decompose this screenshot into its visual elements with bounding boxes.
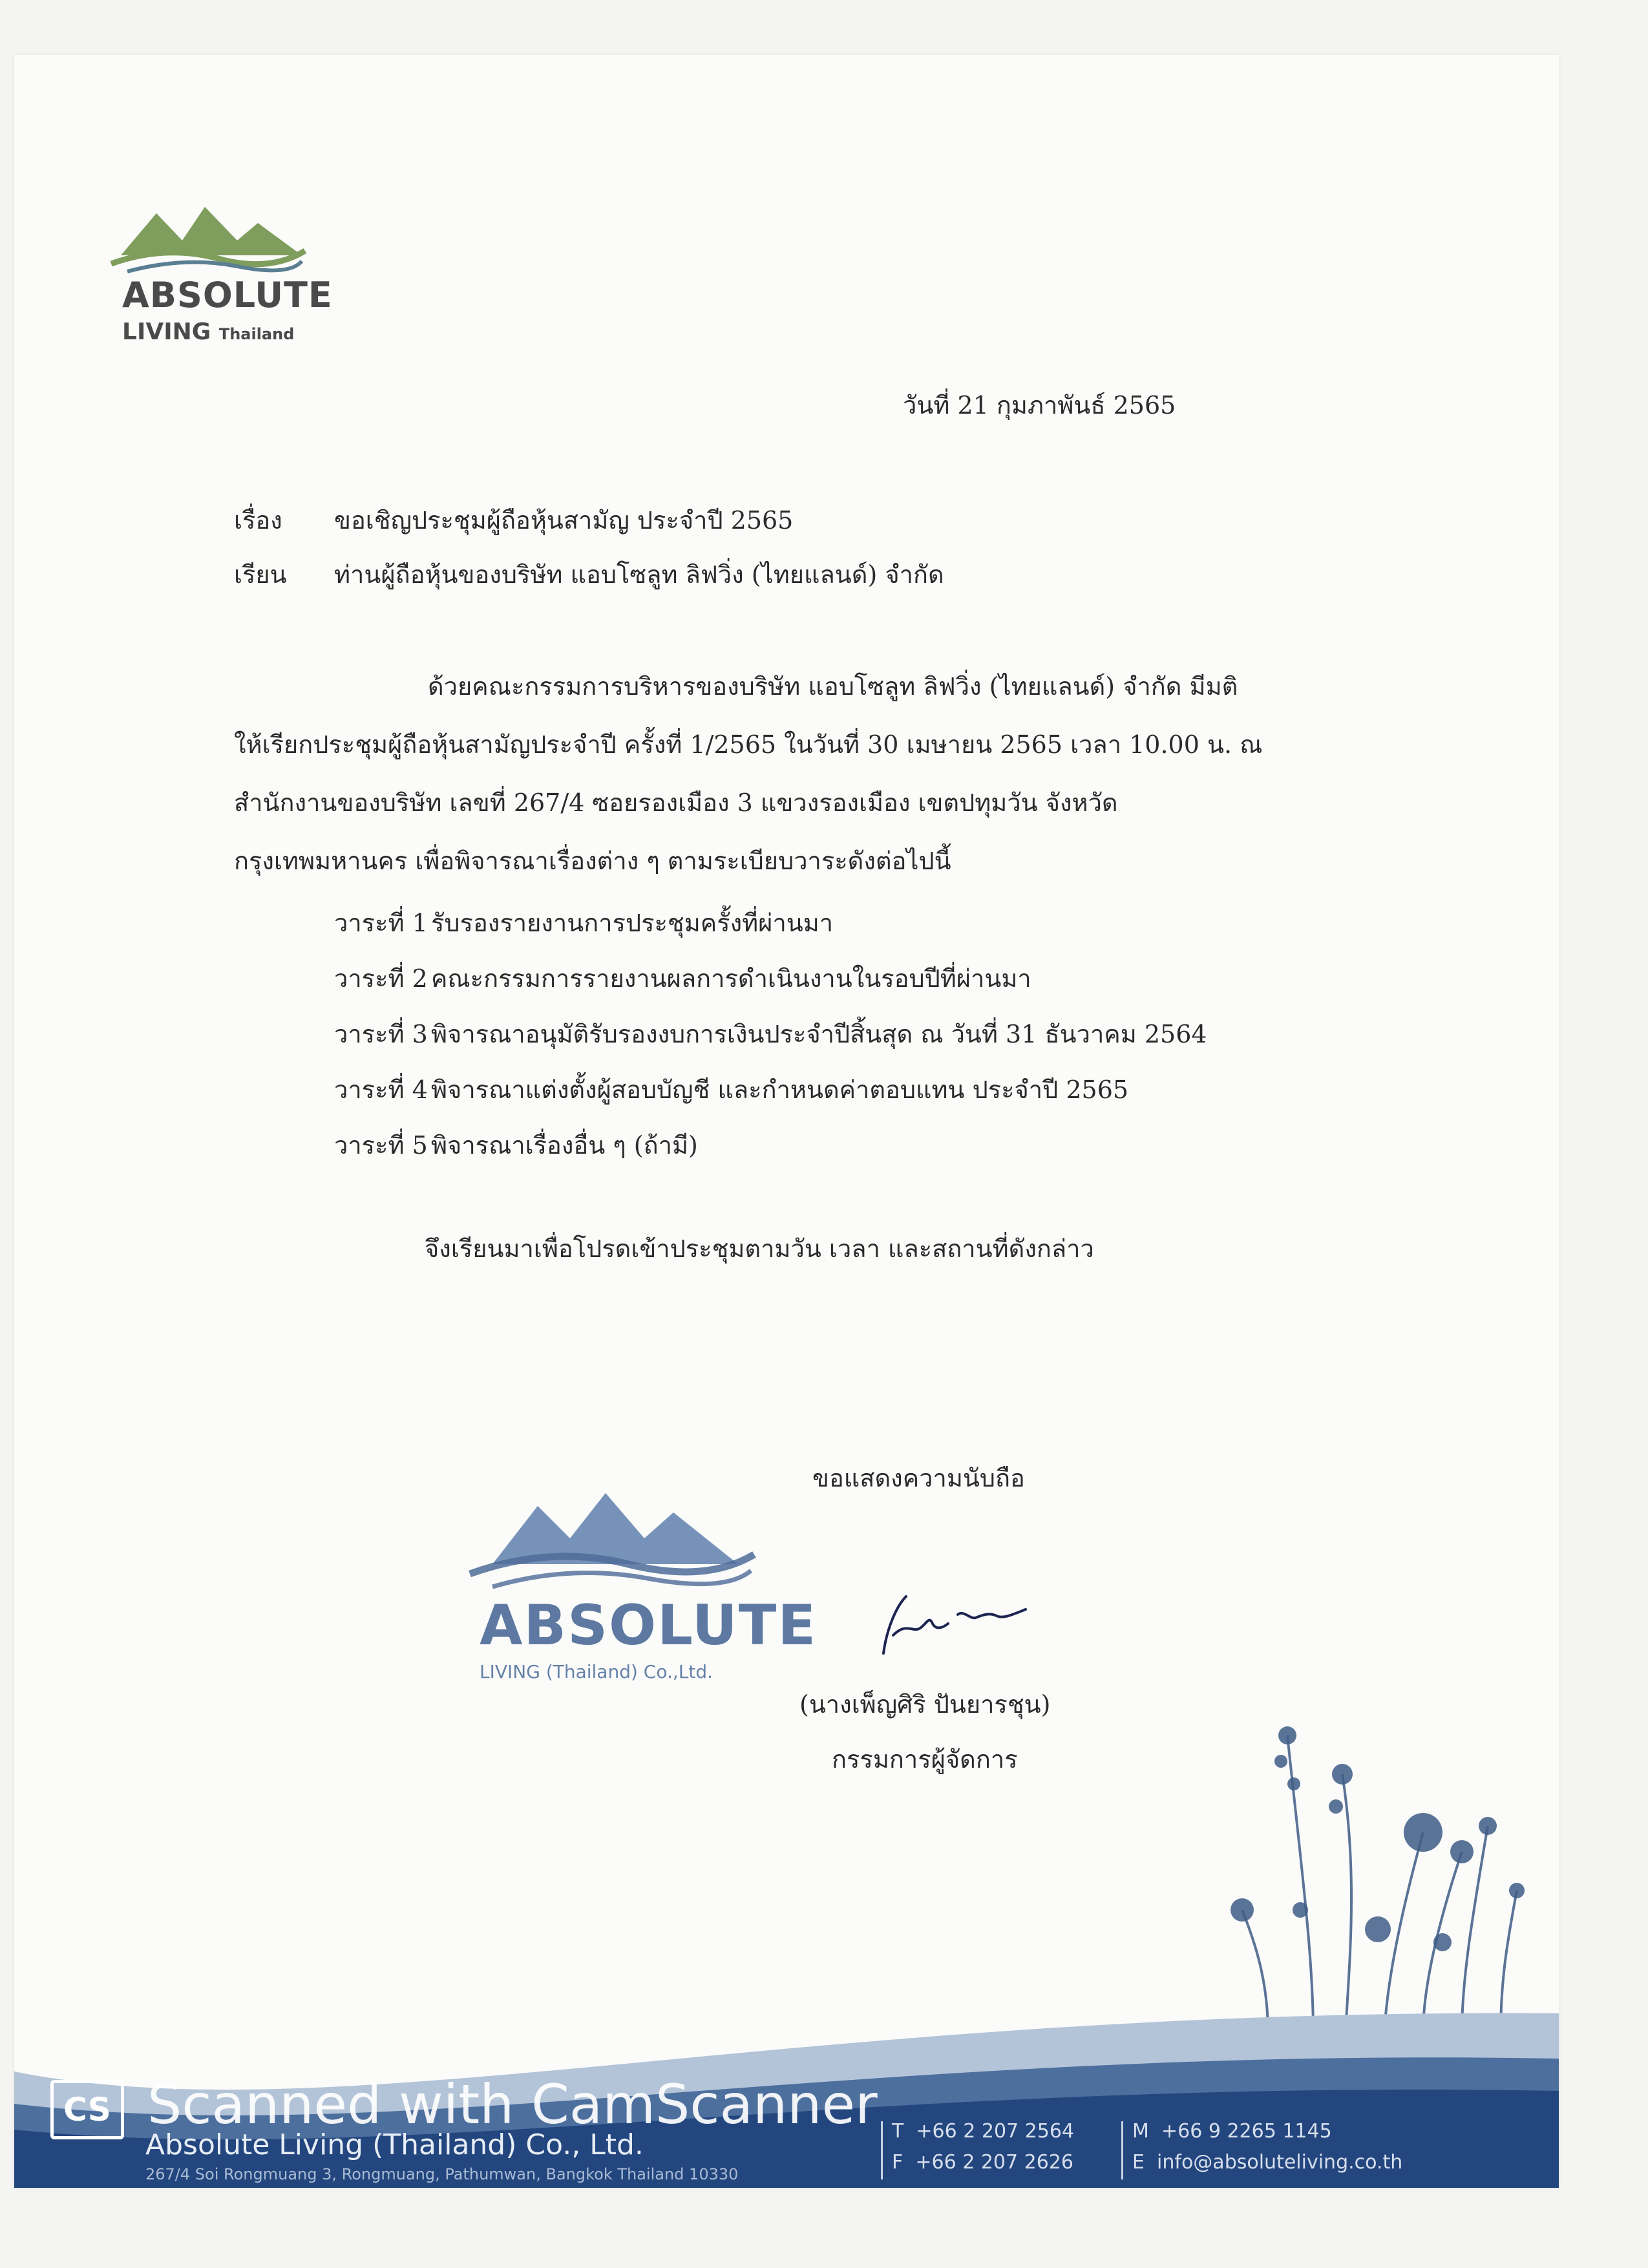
footer-fax: F +66 2 207 2626 <box>892 2151 1073 2174</box>
regards-text: ขอแสดงความนับถือ <box>812 1464 1025 1492</box>
mountain-logo-icon <box>108 194 308 278</box>
company-stamp <box>467 1467 818 1700</box>
subject-label: เรื่อง <box>234 506 282 535</box>
agenda-item: วาระที่ 4 พิจารณาแต่งตั้งผู้สอบบัญชี และกำหนดค่าตอบแทน ประจำปี 2565 <box>334 1076 1129 1104</box>
footer-email: E info@absoluteliving.co.th <box>1132 2151 1403 2174</box>
signer-title: กรรมการผู้จัดการ <box>832 1745 1018 1774</box>
footer-mobile: M +66 9 2265 1145 <box>1132 2120 1332 2143</box>
recipient-label: เรียน <box>234 560 287 589</box>
body-line-3: สำนักงานของบริษัท เลขที่ 267/4 ซอยรองเมือง 3 แขวงรองเมือง เขตปทุมวัน จังหวัด <box>234 789 1118 817</box>
body-line-1: ด้วยคณะกรรมการบริหารของบริษัท แอบโซลูท ลิฟวิ่ง (ไทยแลนด์) จำกัด มีมติ <box>428 672 1238 701</box>
recipient-text: ท่านผู้ถือหุ้นของบริษัท แอบโซลูท ลิฟวิ่ง (ไทยแลนด์) จำกัด <box>334 560 944 589</box>
footer-tel: T +66 2 207 2564 <box>892 2120 1075 2143</box>
camscanner-badge: CS <box>50 2080 124 2139</box>
handwritten-signature <box>867 1584 1035 1661</box>
agenda-item: วาระที่ 3 พิจารณาอนุมัติรับรองงบการเงินประจำปีสิ้นสุด ณ วันที่ 31 ธันวาคม 2564 <box>334 1020 1207 1048</box>
camscanner-watermark: Scanned with CamScanner <box>147 2073 878 2136</box>
letter-page <box>14 55 1559 2188</box>
stamp-mountain-icon <box>467 1467 757 1596</box>
logo-wordmark: ABSOLUTE <box>122 275 333 315</box>
agenda-item: วาระที่ 5 พิจารณาเรื่องอื่น ๆ (ถ้ามี) <box>334 1131 698 1160</box>
agenda-item: วาระที่ 1 รับรองรายงานการประชุมครั้งที่ผ่านมา <box>334 909 834 937</box>
logo-subwordmark: LIVING Thailand <box>122 319 295 345</box>
signer-name: (นางเพ็ญศิริ ปันยารชุน) <box>799 1690 1051 1719</box>
letter-date: วันที่ 21 กุมภาพันธ์ 2565 <box>903 391 1176 419</box>
company-logo <box>108 194 333 362</box>
footer-address: 267/4 Soi Rongmuang 3, Rongmuang, Pathumwan, Bangkok Thailand 10330 <box>145 2165 739 2183</box>
footer-divider <box>881 2121 883 2179</box>
stamp-company-name: LIVING (Thailand) Co.,Ltd. <box>480 1661 713 1682</box>
footer-divider <box>1121 2121 1123 2179</box>
subject-text: ขอเชิญประชุมผู้ถือหุ้นสามัญ ประจำปี 2565 <box>334 506 794 535</box>
body-line-4: กรุงเทพมหานคร เพื่อพิจารณาเรื่องต่าง ๆ ตามระเบียบวาระดังต่อไปนี้ <box>234 847 951 875</box>
closing-line: จึงเรียนมาเพื่อโปรดเข้าประชุมตามวัน เวลา และสถานที่ดังกล่าว <box>425 1235 1094 1263</box>
stamp-wordmark: ABSOLUTE <box>480 1593 818 1658</box>
body-line-2: ให้เรียกประชุมผู้ถือหุ้นสามัญประจำปี ครั้งที่ 1/2565 ในวันที่ 30 เมษายน 2565 เวลา 10.00 น. ณ <box>234 730 1263 759</box>
agenda-item: วาระที่ 2 คณะกรรมการรายงานผลการดำเนินงานในรอบปีที่ผ่านมา <box>334 964 1031 993</box>
footer-company-name: Absolute Living (Thailand) Co., Ltd. <box>145 2128 644 2161</box>
